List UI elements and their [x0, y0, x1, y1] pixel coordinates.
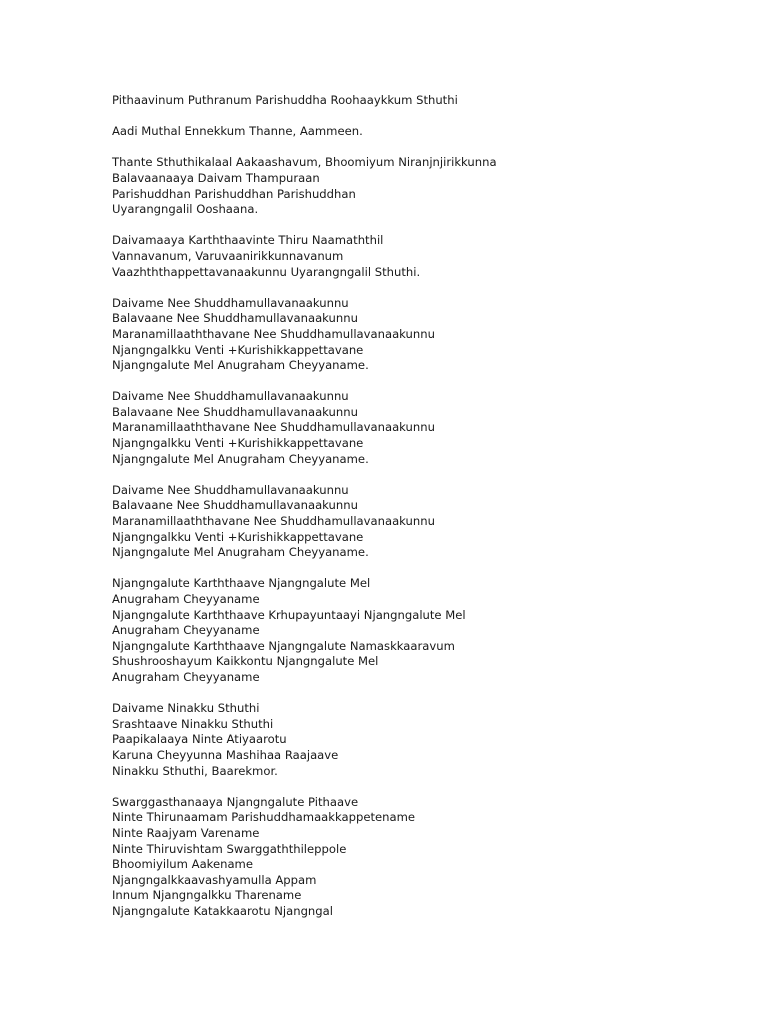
- text-line: Thante Sthuthikalaal Aakaashavum, Bhoomiyum Niranjnjirikkunna: [112, 155, 497, 170]
- text-line: Shushrooshayum Kaikkontu Njangngalute Mel: [112, 654, 379, 669]
- paragraph: [112, 483, 732, 561]
- text-line: Uyarangngalil Ooshaana.: [112, 202, 259, 217]
- text-line: Balavaane Nee Shuddhamullavanaakunnu: [112, 498, 358, 513]
- text-line: Daivame Nee Shuddhamullavanaakunnu: [112, 482, 349, 497]
- text-line: Daivame Nee Shuddhamullavanaakunnu: [112, 295, 349, 310]
- text-line: Njangngalute Karththaave Njangngalute Namaskkaaravum: [112, 638, 455, 653]
- text-line: Njangngalute Mel Anugraham Cheyyaname.: [112, 545, 369, 560]
- text-line: Maranamillaaththavane Nee Shuddhamullavanaakunnu: [112, 420, 435, 435]
- text-line: Balavaanaaya Daivam Thampuraan: [112, 170, 320, 185]
- paragraph: [112, 124, 732, 140]
- text-line: Njangngalkku Venti +Kurishikkappettavane: [112, 436, 364, 451]
- paragraph: [112, 795, 732, 920]
- text-line: Paapikalaaya Ninte Atiyaarotu: [112, 732, 287, 747]
- paragraph: [112, 576, 732, 685]
- text-line: Maranamillaaththavane Nee Shuddhamullavanaakunnu: [112, 514, 435, 529]
- text-line: Innum Njangngalkku Tharename: [112, 888, 302, 903]
- paragraph: [112, 296, 732, 374]
- text-line: Ninte Thiruvishtam Swarggaththileppole: [112, 841, 347, 856]
- text-line: Aadi Muthal Ennekkum Thanne, Aammeen.: [112, 124, 363, 139]
- text-line: Vannavanum, Varuvaanirikkunnavanum: [112, 248, 344, 263]
- text-line: Vaazhththappettavanaakunnu Uyarangngalil Sthuthi.: [112, 264, 421, 279]
- paragraph: [112, 233, 732, 280]
- text-line: Daivamaaya Karththaavinte Thiru Naamaththil: [112, 233, 384, 248]
- paragraph: [112, 701, 732, 779]
- text-line: Balavaane Nee Shuddhamullavanaakunnu: [112, 311, 358, 326]
- text-line: Srashtaave Ninakku Sthuthi: [112, 716, 274, 731]
- text-line: Parishuddhan Parishuddhan Parishuddhan: [112, 186, 356, 201]
- text-line: Swarggasthanaaya Njangngalute Pithaave: [112, 794, 359, 809]
- text-line: Njangngalkku Venti +Kurishikkappettavane: [112, 529, 364, 544]
- text-line: Njangngalkkaavashyamulla Appam: [112, 872, 317, 887]
- text-line: Anugraham Cheyyaname: [112, 592, 260, 606]
- text-line: Maranamillaaththavane Nee Shuddhamullavanaakunnu: [112, 326, 435, 341]
- text-line: Njangngalute Katakkaarotu Njangngal: [112, 903, 333, 918]
- paragraph: [112, 93, 732, 109]
- text-line: Daivame Ninakku Sthuthi: [112, 701, 260, 716]
- prayer-text: [112, 93, 732, 935]
- text-line: Njangngalute Mel Anugraham Cheyyaname.: [112, 358, 369, 373]
- text-line: Ninte Raajyam Varename: [112, 825, 260, 840]
- text-line: Njangngalute Karththaave Krhupayuntaayi Njangngalute Mel: [112, 607, 466, 622]
- text-line: Njangngalkku Venti +Kurishikkappettavane: [112, 342, 364, 357]
- text-line: Njangngalute Karththaave Njangngalute Mel: [112, 576, 371, 591]
- text-line: Balavaane Nee Shuddhamullavanaakunnu: [112, 404, 358, 419]
- text-line: Njangngalute Mel Anugraham Cheyyaname.: [112, 451, 369, 466]
- text-line: Karuna Cheyyunna Mashihaa Raajaave: [112, 747, 339, 762]
- text-line: Ninte Thirunaamam Parishuddhamaakkappetename: [112, 810, 416, 825]
- text-line: Anugraham Cheyyaname: [112, 623, 260, 638]
- text-line: Ninakku Sthuthi, Baarekmor.: [112, 763, 278, 778]
- paragraph: [112, 155, 732, 217]
- text-line: Pithaavinum Puthranum Parishuddha Roohaaykkum Sthuthi: [112, 93, 458, 107]
- paragraph: [112, 389, 732, 467]
- text-line: Bhoomiyilum Aakename: [112, 857, 253, 872]
- text-line: Anugraham Cheyyaname: [112, 669, 260, 684]
- text-line: Daivame Nee Shuddhamullavanaakunnu: [112, 389, 349, 404]
